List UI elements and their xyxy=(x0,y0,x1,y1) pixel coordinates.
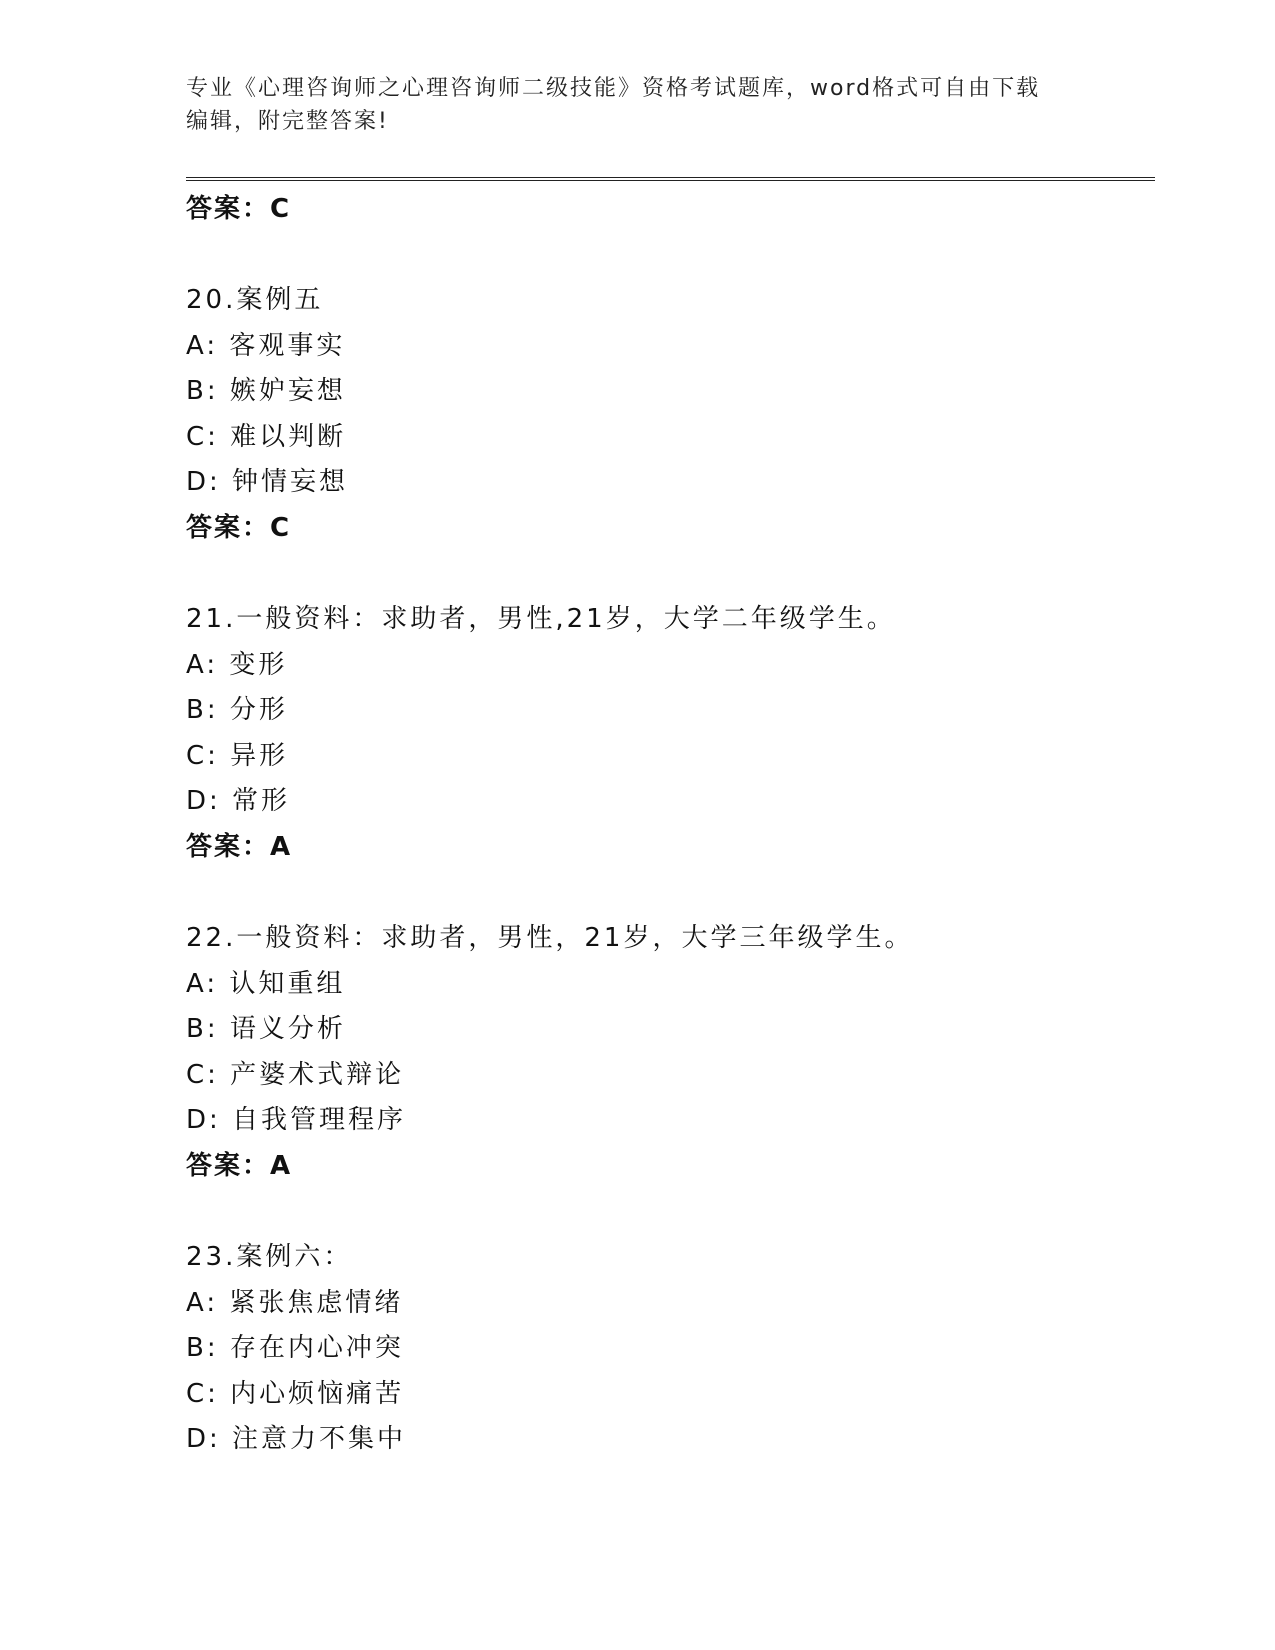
document-header xyxy=(186,72,1086,138)
question-text: 案例五 xyxy=(236,285,324,315)
option-a: A: 变形 xyxy=(186,649,288,680)
header-line-1: 专业《心理咨询师之心理咨询师二级技能》资格考试题库，word格式可自由下载 xyxy=(186,76,1041,101)
previous-answer-block xyxy=(186,187,291,233)
question-23 xyxy=(186,1235,406,1463)
question-text: 一般资料：求助者，男性，21岁，大学三年级学生。 xyxy=(236,923,914,953)
option-b: B: 嫉妒妄想 xyxy=(186,376,346,406)
option-a: A: 紧张焦虑情绪 xyxy=(186,1287,404,1318)
question-number: 21. xyxy=(186,604,237,634)
option-a: A: 认知重组 xyxy=(186,968,346,999)
question-number: 20. xyxy=(186,285,237,315)
question-21 xyxy=(186,597,896,870)
question-22 xyxy=(186,916,913,1189)
option-b: B: 语义分析 xyxy=(186,1014,346,1044)
option-c: C: 异形 xyxy=(186,740,289,771)
option-d: D: 注意力不集中 xyxy=(186,1424,407,1454)
question-number: 22. xyxy=(186,923,237,953)
option-c: C: 难以判断 xyxy=(186,421,347,452)
header-divider xyxy=(186,177,1155,181)
answer-label: 答案：C xyxy=(186,194,292,224)
option-c: C: 产婆术式辩论 xyxy=(186,1059,405,1090)
question-stem xyxy=(186,916,913,962)
option-d: D: 钟情妄想 xyxy=(186,467,349,497)
question-number: 23. xyxy=(186,1242,237,1272)
option-b: B: 存在内心冲突 xyxy=(186,1333,404,1363)
question-stem xyxy=(186,278,348,324)
answer-label: 答案：A xyxy=(186,1150,293,1181)
answer-label: 答案：C xyxy=(186,512,292,543)
option-d: D: 自我管理程序 xyxy=(186,1105,407,1135)
option-d: D: 常形 xyxy=(186,786,291,816)
question-text: 一般资料：求助者，男性,21岁，大学二年级学生。 xyxy=(236,604,896,634)
question-stem xyxy=(186,597,896,643)
answer-label: 答案：A xyxy=(186,831,293,862)
question-20 xyxy=(186,278,348,551)
question-stem xyxy=(186,1235,406,1281)
option-b: B: 分形 xyxy=(186,695,288,725)
header-line-2: 编辑，附完整答案! xyxy=(186,109,389,134)
option-c: C: 内心烦恼痛苦 xyxy=(186,1378,405,1409)
option-a: A: 客观事实 xyxy=(186,330,346,361)
question-text: 案例六： xyxy=(236,1242,353,1272)
